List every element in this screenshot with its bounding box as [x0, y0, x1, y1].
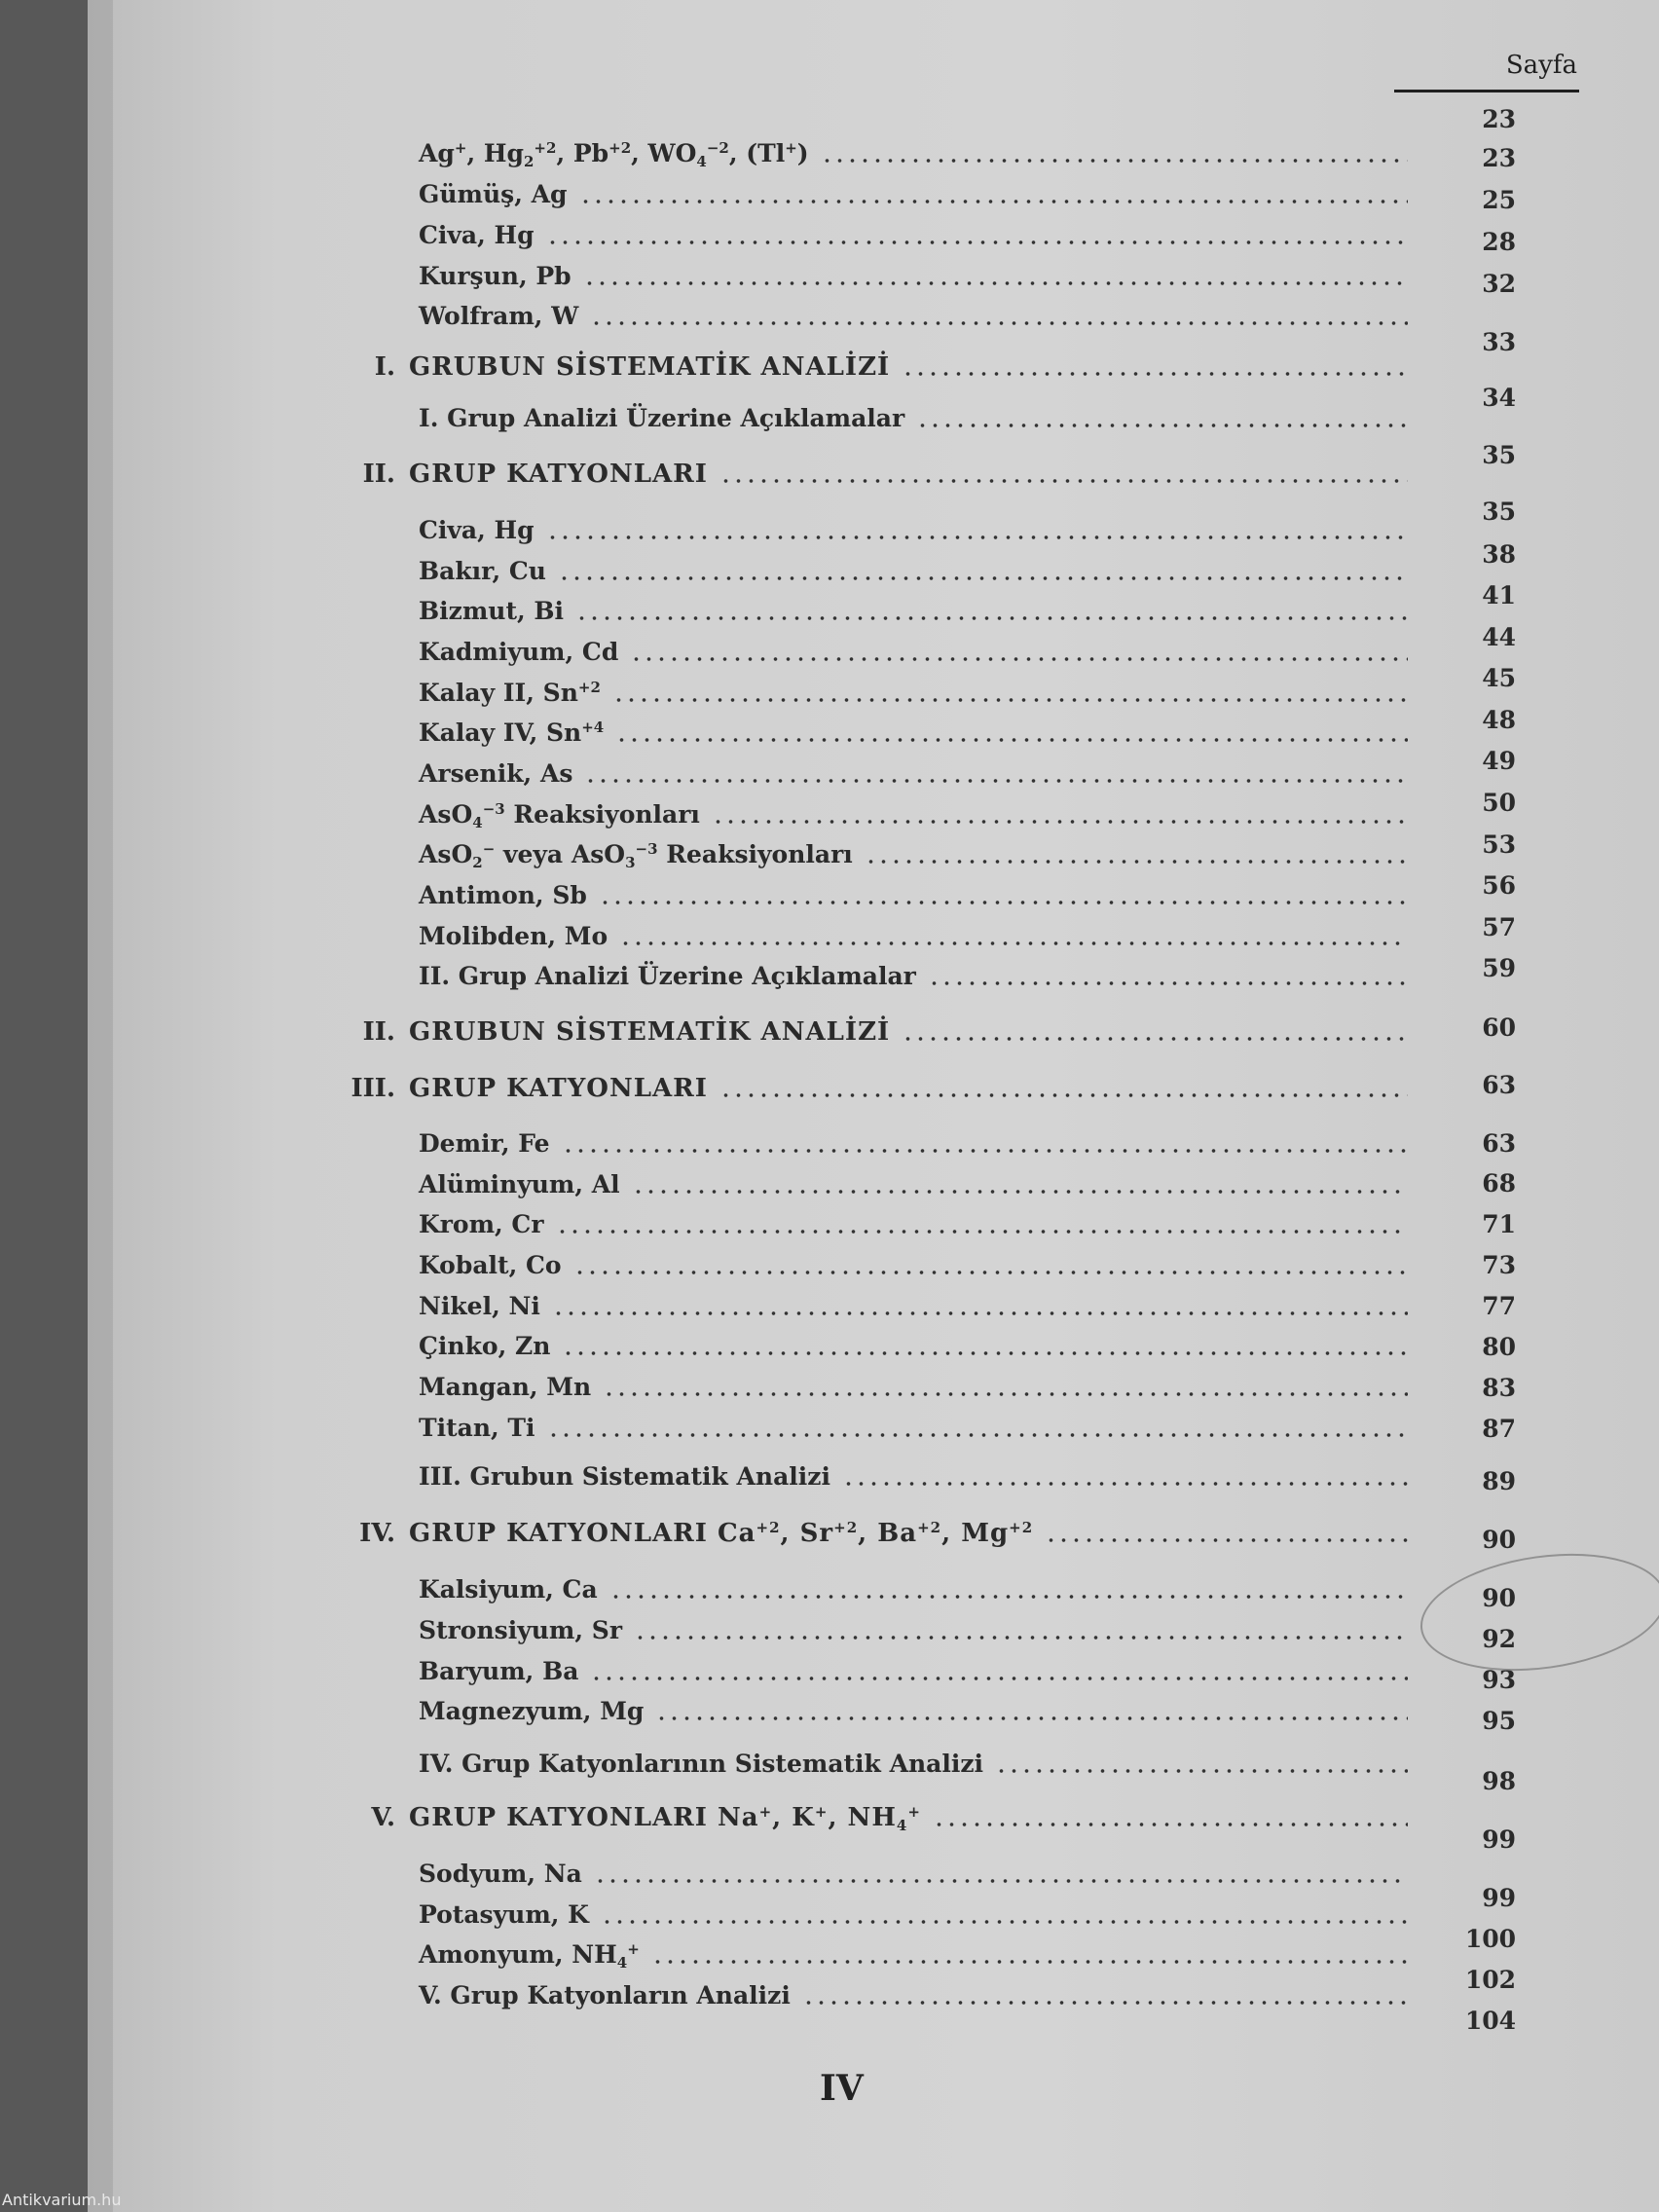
section-numeral: II. [362, 460, 395, 489]
entry-title: Alüminyum, Al [419, 1170, 620, 1198]
dot-leader [902, 1037, 1408, 1041]
page-number: 50 [1482, 789, 1516, 817]
page-number: 33 [1482, 328, 1516, 356]
dot-leader [546, 535, 1408, 539]
entry-title: Magnezyum, Mg [419, 1697, 645, 1725]
page-number: 44 [1482, 623, 1516, 651]
section-numeral: I. [374, 352, 395, 382]
toc-entry [88, 1457, 1499, 1496]
dot-leader [575, 616, 1408, 620]
dot-leader [599, 901, 1408, 904]
entry-title: Wolfram, W [419, 302, 579, 330]
page-number: 49 [1482, 747, 1516, 775]
page-number: 90 [1482, 1584, 1516, 1612]
page-column-header: Sayfa [1505, 51, 1577, 80]
dot-leader [928, 981, 1408, 985]
page-number: 92 [1482, 1625, 1516, 1653]
dot-leader [651, 1960, 1408, 1964]
toc-entry [88, 917, 1499, 956]
toc-entry [88, 876, 1499, 915]
dot-leader [612, 698, 1408, 702]
page-number: 83 [1482, 1374, 1516, 1402]
page-number: 38 [1482, 540, 1516, 569]
entry-title: Gümüş, Ag [419, 180, 568, 208]
entry-title: Bakır, Cu [419, 557, 546, 585]
book-page [88, 0, 1659, 2212]
entry-title: Civa, Hg [419, 221, 535, 249]
dot-leader [842, 1482, 1408, 1486]
entry-title: GRUP KATYONLARI $Ca^{+2}$, $Sr^{+2}$, $Ba^{+2}$, $Mg^{+2}$ [409, 1519, 1034, 1548]
entry-title: GRUBUN SİSTEMATİK ANALİZİ [409, 352, 891, 382]
dot-leader [933, 1823, 1408, 1826]
toc-entry [88, 175, 1499, 214]
entry-title: Baryum, Ba [419, 1657, 579, 1685]
entry-title: III. Grubun Sistematik Analizi [419, 1462, 830, 1491]
dot-leader [601, 1920, 1408, 1924]
entry-title: Kalay II, $Sn^{+2}$ [419, 679, 601, 707]
dot-leader [562, 1351, 1408, 1355]
toc-entry [88, 1976, 1499, 2015]
toc-entry [88, 1936, 1499, 1974]
entry-title: Molibden, Mo [419, 922, 608, 950]
toc-entry [88, 134, 1499, 173]
toc-entry [88, 755, 1499, 793]
page-number: 23 [1482, 144, 1516, 172]
entry-title: Nikel, Ni [419, 1292, 540, 1320]
page-number: 99 [1482, 1884, 1516, 1912]
entry-title: GRUP KATYONLARI Na+, K+, $NH_4^+$ [409, 1803, 921, 1834]
page-number: 87 [1482, 1415, 1516, 1443]
dot-leader [719, 479, 1408, 483]
entry-title: Krom, Cr [419, 1210, 544, 1238]
entry-title: AsO$_4^{-3}$ Reaksiyonları [419, 800, 700, 831]
page-number: 48 [1482, 706, 1516, 734]
toc-entry [88, 511, 1499, 550]
entry-title: Çinko, Zn [419, 1332, 551, 1360]
dot-leader [609, 1595, 1408, 1599]
dot-leader [995, 1769, 1408, 1773]
entry-title: V. Grup Katyonların Analizi [419, 1981, 791, 2009]
entry-title: Kadmiyum, Cd [419, 638, 619, 666]
entry-title: Kobalt, Co [419, 1251, 562, 1279]
page-number: 90 [1482, 1526, 1516, 1554]
entry-title: Potasyum, K [419, 1900, 589, 1929]
toc-entry [88, 1570, 1499, 1609]
page-number: 99 [1482, 1825, 1516, 1854]
toc-section-heading [88, 1514, 1499, 1553]
entry-title: Amonyum, $NH_4^+$ [419, 1940, 640, 1972]
toc-entry [88, 1409, 1499, 1448]
entry-title: II. Grup Analizi Üzerine Açıklamalar [419, 962, 916, 990]
toc-entry [88, 1287, 1499, 1326]
page-number: 32 [1482, 270, 1516, 298]
dot-leader [655, 1716, 1408, 1720]
toc-entry [88, 1745, 1499, 1784]
dot-leader [556, 1230, 1408, 1234]
page-number: 53 [1482, 830, 1516, 859]
toc-entry [88, 257, 1499, 296]
entry-title: Civa, Hg [419, 516, 535, 544]
dot-leader [552, 1311, 1408, 1315]
toc-entry [88, 633, 1499, 672]
dot-leader [619, 941, 1408, 945]
dot-leader [821, 159, 1408, 163]
dot-leader [634, 1636, 1408, 1640]
toc-entry [88, 1692, 1499, 1731]
page-number: 100 [1464, 1925, 1516, 1953]
section-numeral: III. [350, 1074, 395, 1103]
toc-entry [88, 714, 1499, 753]
dot-leader [630, 657, 1408, 661]
toc-entry [88, 216, 1499, 255]
section-numeral: II. [362, 1017, 395, 1047]
toc-entry [88, 1611, 1499, 1650]
entry-title: GRUBUN SİSTEMATİK ANALİZİ [409, 1017, 891, 1047]
dot-leader [590, 1677, 1408, 1680]
watermark: Antikvarium.hu [2, 2191, 122, 2209]
dot-leader [902, 372, 1408, 376]
toc-entry [88, 1165, 1499, 1204]
dot-leader [712, 820, 1408, 824]
dot-leader [546, 240, 1408, 244]
toc-entry [88, 552, 1499, 591]
page-number: 89 [1482, 1467, 1516, 1495]
page-number: 56 [1482, 871, 1516, 900]
dot-leader [594, 1879, 1408, 1883]
toc-section-heading [88, 1069, 1499, 1108]
toc-entry [88, 795, 1499, 834]
page-number: 60 [1482, 1014, 1516, 1042]
dot-leader [558, 576, 1408, 580]
page-number: 59 [1482, 954, 1516, 982]
dot-leader [865, 860, 1408, 864]
page-number-footer: IV [820, 2068, 864, 2109]
entry-title: Arsenik, As [419, 759, 573, 788]
page-number: 35 [1482, 498, 1516, 526]
entry-title: Kalsiyum, Ca [419, 1575, 598, 1604]
dot-leader [916, 424, 1408, 427]
entry-title: Ag+, $Hg_2^{+2}$, $Pb^{+2}$, $WO_4^{-2}$, (Tl+) [419, 139, 809, 170]
page-number: 28 [1482, 228, 1516, 256]
dot-leader [579, 200, 1408, 203]
toc-entry [88, 1652, 1499, 1691]
page-number: 98 [1482, 1767, 1516, 1795]
page-number: 25 [1482, 186, 1516, 214]
toc-entry [88, 1327, 1499, 1366]
entry-title: IV. Grup Katyonlarının Sistematik Analizi [419, 1750, 984, 1778]
page-number: 63 [1482, 1129, 1516, 1158]
page-number: 57 [1482, 913, 1516, 941]
toc-entry [88, 399, 1499, 438]
entry-title: Bizmut, Bi [419, 597, 565, 625]
entry-title: Kalay IV, $Sn^{+4}$ [419, 719, 605, 747]
toc-entry [88, 835, 1499, 874]
toc-entry [88, 1896, 1499, 1935]
entry-title: Kurşun, Pb [419, 262, 571, 290]
dot-leader [802, 2001, 1408, 2005]
page-number: 35 [1482, 441, 1516, 469]
dot-leader [547, 1433, 1408, 1437]
entry-title: Stronsiyum, Sr [419, 1616, 622, 1644]
dot-leader [603, 1392, 1408, 1396]
page-number: 41 [1482, 581, 1516, 609]
entry-title: Antimon, Sb [419, 881, 587, 909]
toc-entry [88, 1205, 1499, 1244]
toc-section-heading [88, 1013, 1499, 1051]
section-numeral: V. [371, 1803, 395, 1832]
table-of-contents [88, 0, 1659, 2212]
entry-title: AsO$_2$− veya AsO$_3^{-3}$ Reaksiyonları [419, 840, 853, 871]
page-number: 71 [1482, 1210, 1516, 1238]
page-number: 63 [1482, 1071, 1516, 1099]
page-number: 23 [1482, 105, 1516, 133]
dot-leader [562, 1149, 1408, 1153]
page-number: 68 [1482, 1169, 1516, 1198]
toc-section-heading [88, 455, 1499, 494]
entry-title: GRUP KATYONLARI [409, 460, 708, 489]
dot-leader [1045, 1538, 1408, 1542]
dot-leader [590, 321, 1408, 325]
toc-section-heading [88, 348, 1499, 387]
toc-entry [88, 297, 1499, 336]
page-number: 73 [1482, 1251, 1516, 1279]
page-number: 77 [1482, 1292, 1516, 1320]
dot-leader [615, 738, 1408, 742]
dot-leader [719, 1093, 1408, 1097]
entry-title: Sodyum, Na [419, 1860, 582, 1888]
dot-leader [632, 1190, 1408, 1194]
dot-leader [573, 1271, 1408, 1274]
toc-entry [88, 674, 1499, 713]
entry-title: Titan, Ti [419, 1414, 535, 1442]
toc-entry [88, 1246, 1499, 1285]
entry-title: GRUP KATYONLARI [409, 1074, 708, 1103]
entry-title: Demir, Fe [419, 1129, 550, 1158]
toc-entry [88, 1368, 1499, 1407]
dot-leader [584, 779, 1408, 783]
toc-entry [88, 592, 1499, 631]
entry-title: Mangan, Mn [419, 1373, 592, 1401]
page-number: 80 [1482, 1333, 1516, 1361]
dot-leader [583, 281, 1408, 285]
page-number: 95 [1482, 1707, 1516, 1735]
section-numeral: IV. [359, 1519, 395, 1548]
page-number: 34 [1482, 384, 1516, 412]
entry-title: I. Grup Analizi Üzerine Açıklamalar [419, 404, 905, 432]
page-number: 102 [1464, 1966, 1516, 1994]
page-number: 45 [1482, 664, 1516, 692]
toc-section-heading [88, 1798, 1499, 1837]
page-number: 93 [1482, 1666, 1516, 1694]
toc-entry [88, 1855, 1499, 1894]
page-number: 104 [1464, 2007, 1516, 2035]
toc-entry [88, 1124, 1499, 1163]
toc-entry [88, 957, 1499, 996]
